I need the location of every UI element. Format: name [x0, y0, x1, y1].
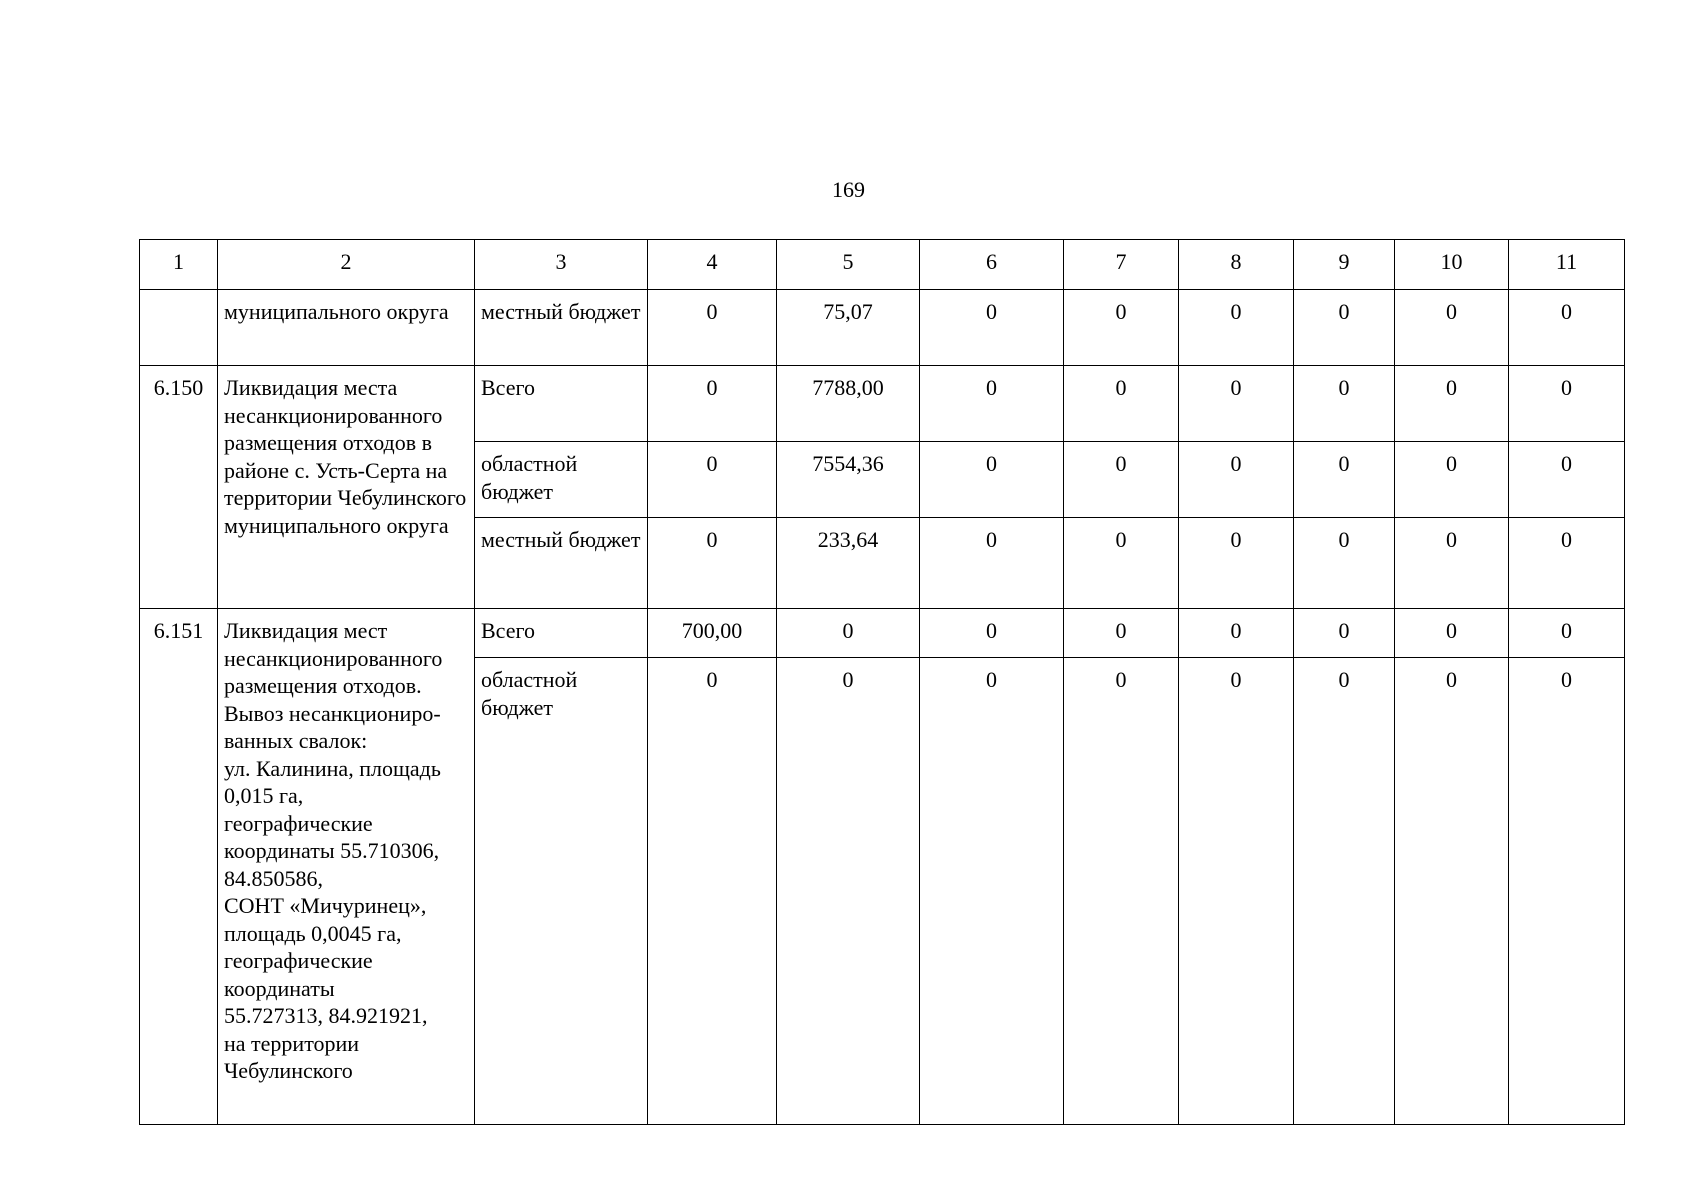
value-cell: 0 [1395, 518, 1509, 609]
value-cell: 0 [1395, 442, 1509, 518]
column-header: 1 [140, 240, 218, 290]
value-cell: 0 [777, 609, 920, 658]
value-cell: 0 [1395, 290, 1509, 366]
row-name-line: географические [224, 948, 373, 973]
value-cell: 0 [1179, 609, 1294, 658]
budget-table [139, 239, 1625, 1125]
column-header: 8 [1179, 240, 1294, 290]
funding-source: Всего [475, 366, 648, 442]
value-cell: 0 [1294, 290, 1395, 366]
row-name-line: Вывоз несанкциониро- [224, 700, 441, 726]
value-cell: 0 [1294, 609, 1395, 658]
row-name-line: ванных свалок: [224, 728, 368, 753]
row-id: 6.150 [140, 366, 218, 609]
value-cell: 0 [1395, 609, 1509, 658]
value-cell: 0 [1294, 518, 1395, 609]
value-cell: 0 [648, 658, 777, 1125]
row-name-line: координаты [224, 975, 335, 1001]
row-name-line: на территории [224, 1030, 360, 1056]
table-row [140, 290, 1625, 366]
value-cell: 0 [1509, 658, 1625, 1125]
value-cell: 7788,00 [777, 366, 920, 442]
table-row [140, 609, 1625, 658]
funding-source: областной бюджет [475, 658, 648, 1125]
row-name [218, 609, 475, 1125]
row-name-line: СОНТ «Мичуринец», [224, 893, 427, 918]
column-header: 11 [1509, 240, 1625, 290]
value-cell: 0 [1064, 609, 1179, 658]
value-cell: 0 [777, 658, 920, 1125]
table-row [140, 366, 1625, 442]
value-cell: 0 [1064, 442, 1179, 518]
row-name: Ликвидация места несанкционированного размещения отходов в районе с. Усть-Серта на территории Чебулинского муниципального округа [218, 366, 475, 609]
value-cell: 75,07 [777, 290, 920, 366]
value-cell: 0 [920, 518, 1064, 609]
value-cell: 0 [1179, 442, 1294, 518]
value-cell: 0 [1509, 518, 1625, 609]
row-name: муниципального округа [218, 290, 475, 366]
row-name-line: 55.727313, 84.921921, [224, 1003, 428, 1028]
value-cell: 0 [1395, 658, 1509, 1125]
value-cell: 233,64 [777, 518, 920, 609]
value-cell: 0 [648, 290, 777, 366]
value-cell: 0 [920, 290, 1064, 366]
value-cell: 0 [1294, 658, 1395, 1125]
value-cell: 0 [648, 518, 777, 609]
row-id [140, 290, 218, 366]
funding-source: Всего [475, 609, 648, 658]
value-cell: 0 [1179, 658, 1294, 1125]
row-id: 6.151 [140, 609, 218, 1125]
row-name-line: координаты 55.710306, [224, 838, 440, 863]
row-name-line: ул. Калинина, площадь [224, 755, 441, 781]
value-cell: 0 [1509, 290, 1625, 366]
funding-source: местный бюджет [475, 518, 648, 609]
page-number: 169 [832, 177, 865, 202]
value-cell: 0 [1064, 518, 1179, 609]
value-cell: 0 [920, 658, 1064, 1125]
column-header: 9 [1294, 240, 1395, 290]
row-name-line: Чебулинского [224, 1058, 353, 1083]
row-name-line: площадь 0,0045 га, [224, 920, 402, 946]
value-cell: 0 [1179, 518, 1294, 609]
value-cell: 0 [648, 442, 777, 518]
column-header: 4 [648, 240, 777, 290]
row-name-line: размещения отходов. [224, 673, 422, 698]
table-header-row [140, 240, 1625, 290]
value-cell: 0 [1179, 290, 1294, 366]
value-cell: 0 [1064, 658, 1179, 1125]
value-cell: 0 [1509, 442, 1625, 518]
column-header: 3 [475, 240, 648, 290]
value-cell: 0 [1294, 366, 1395, 442]
column-header: 6 [920, 240, 1064, 290]
value-cell: 0 [648, 366, 777, 442]
column-header: 5 [777, 240, 920, 290]
value-cell: 7554,36 [777, 442, 920, 518]
value-cell: 0 [1064, 366, 1179, 442]
column-header: 2 [218, 240, 475, 290]
value-cell: 0 [920, 366, 1064, 442]
row-name-line: географические [224, 810, 373, 836]
column-header: 7 [1064, 240, 1179, 290]
value-cell: 0 [920, 442, 1064, 518]
value-cell: 0 [1395, 366, 1509, 442]
value-cell: 0 [1509, 366, 1625, 442]
value-cell: 0 [1509, 609, 1625, 658]
value-cell: 0 [1179, 366, 1294, 442]
funding-source: областной бюджет [475, 442, 648, 518]
value-cell: 0 [1294, 442, 1395, 518]
value-cell: 0 [920, 609, 1064, 658]
row-name-line: Ликвидация мест [224, 618, 388, 643]
value-cell: 0 [1064, 290, 1179, 366]
funding-source: местный бюджет [475, 290, 648, 366]
row-name-line: 84.850586, [224, 865, 323, 891]
row-name-line: 0,015 га, [224, 783, 304, 808]
value-cell: 700,00 [648, 609, 777, 658]
row-name-line: несанкционированного [224, 645, 443, 671]
column-header: 10 [1395, 240, 1509, 290]
